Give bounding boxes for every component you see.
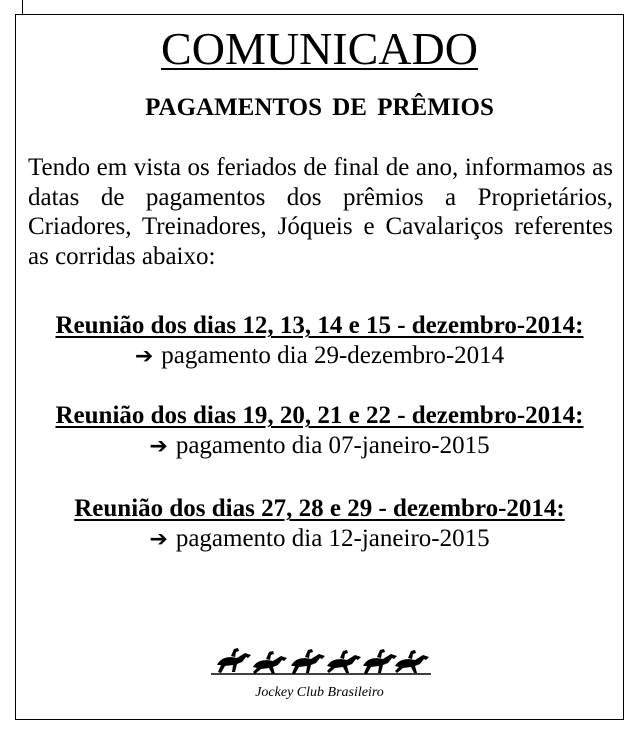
right-arrow-icon: ➔ (149, 527, 168, 552)
notice-title: COMUNICADO (161, 23, 478, 74)
notice-intro: Tendo em vista os feriados de final de ano, informamos as datas de pagamentos dos prêmios a Proprietários, Criadores, Treinadores, Jóqueis e Cavalariços referentes as corridas abaixo: (28, 154, 613, 270)
payment-date: pagamento dia 29-dezembro-2014 (161, 342, 505, 369)
racehorses-logo-icon (211, 643, 431, 679)
payment-line (16, 431, 623, 462)
notice-frame (15, 14, 624, 720)
payment-date: pagamento dia 12-janeiro-2015 (175, 525, 490, 552)
meeting-block (16, 311, 623, 372)
meeting-heading: Reunião dos dias 19, 20, 21 e 22 - dezembro-2014: (55, 402, 584, 429)
right-arrow-icon: ➔ (149, 434, 168, 459)
meeting-block (16, 494, 623, 555)
text-cursor (22, 0, 23, 14)
meeting-block (16, 401, 623, 462)
payment-line (16, 524, 623, 555)
meeting-heading: Reunião dos dias 12, 13, 14 e 15 - dezembro-2014: (55, 312, 584, 339)
notice-subtitle: PAGAMENTOS DE PRÊMIOS (145, 94, 494, 121)
organization-name: Jockey Club Brasileiro (255, 685, 384, 700)
meeting-heading: Reunião dos dias 27, 28 e 29 - dezembro-2014: (74, 495, 565, 522)
payment-line (16, 341, 623, 372)
payment-date: pagamento dia 07-janeiro-2015 (175, 432, 490, 459)
right-arrow-icon: ➔ (134, 344, 154, 369)
